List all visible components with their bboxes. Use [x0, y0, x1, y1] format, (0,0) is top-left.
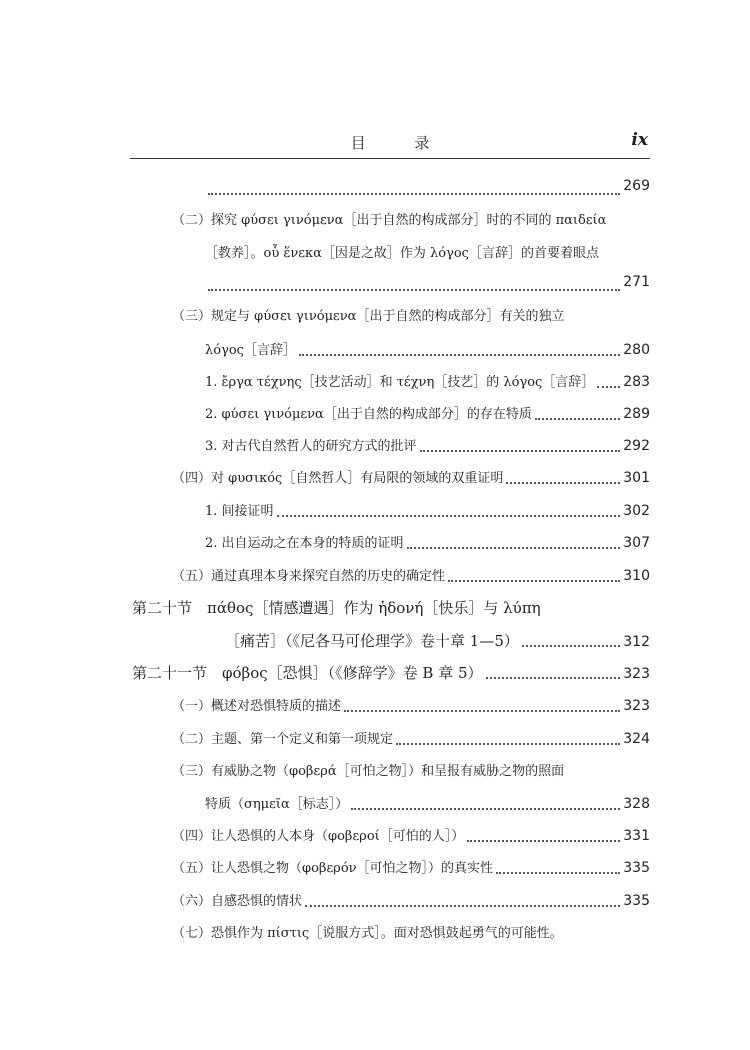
toc-entry — [205, 274, 650, 298]
toc-entry: （三）有威胁之物（φοβερά［可怕之物］）和呈报有威胁之物的照面 — [172, 764, 565, 779]
page-number: 335 — [623, 860, 650, 876]
toc-section-entry: ［痛苦］（《尼各马可伦理学》卷十章 1—5） 312 — [225, 632, 650, 650]
toc-entry: （四）对 φυσικός［自然哲人］有局限的领域的双重证明 301 — [172, 470, 650, 486]
page-number: 310 — [623, 568, 650, 584]
dot-leader — [208, 193, 620, 195]
page-number: 271 — [623, 274, 650, 290]
toc-entry: 2. φύσει γινόμενα［出于自然的构成部分］的存在特质 289 — [205, 406, 650, 422]
page-number: 283 — [623, 374, 650, 390]
dot-leader — [486, 677, 621, 679]
toc-entry: （六）自感恐惧的情状 335 — [172, 893, 650, 909]
dot-leader — [448, 580, 620, 582]
page-number: 324 — [623, 731, 650, 747]
page-number: 289 — [623, 406, 650, 422]
page-number: 312 — [623, 634, 650, 650]
dot-leader — [299, 354, 620, 356]
dot-leader — [496, 872, 620, 874]
toc-entry: 特质（σημεῖα［标志］） 328 — [205, 796, 650, 812]
toc-section-entry: 第二十节 πάθος［情感遭遇］作为 ἡδονή［快乐］与 λύπη — [132, 599, 541, 617]
dot-leader — [522, 645, 620, 647]
page-number: 323 — [623, 698, 650, 714]
dot-leader — [506, 482, 620, 484]
toc-entry: （二）主题、第一个定义和第一项规定 324 — [172, 731, 650, 747]
dot-leader — [407, 547, 621, 549]
page-number: 301 — [623, 470, 650, 486]
header-page-number: ix — [631, 130, 648, 150]
page-number: 335 — [623, 893, 650, 909]
dot-leader — [305, 905, 620, 907]
page-number: 331 — [623, 828, 650, 844]
dot-leader — [467, 840, 620, 842]
toc-entry: （七）恐惧作为 πίστις［说服方式］。面对恐惧鼓起勇气的可能性。 — [172, 926, 563, 941]
dot-leader — [420, 450, 621, 452]
toc-entry: （四）让人恐惧的人本身（φοβεροί［可怕的人］） 331 — [172, 828, 650, 844]
toc-entry: 1. ἔργα τέχνης［技艺活动］和 τέχνη［技艺］的 λόγος［言辞］ 283 — [205, 374, 650, 390]
page-number: 307 — [623, 535, 650, 551]
dot-leader — [351, 808, 620, 810]
dot-leader — [597, 386, 620, 388]
toc-entry: （五）让人恐惧之物（φοβερόν［可怕之物］）的真实性 335 — [172, 860, 650, 876]
toc-section-entry: 第二十一节 φόβος［恐惧］（《修辞学》卷 B 章 5） 323 — [132, 664, 650, 682]
page-number: 328 — [623, 796, 650, 812]
toc-entry — [205, 178, 650, 202]
page-number: 302 — [623, 503, 650, 519]
toc-entry: （五）通过真理本身来探究自然的历史的确定性 310 — [172, 568, 650, 584]
page-number: 323 — [623, 666, 650, 682]
dot-leader — [277, 515, 621, 517]
toc-entry: 1. 间接证明 302 — [205, 503, 650, 519]
dot-leader — [535, 418, 620, 420]
dot-leader — [208, 289, 620, 291]
toc-entry: ［教养］。οὗ ἕνεκα［因是之故］作为 λόγος［言辞］的首要着眼点 — [205, 246, 599, 261]
page-number: 269 — [623, 178, 650, 194]
toc-entry: 2. 出自运动之在本身的特质的证明 307 — [205, 535, 650, 551]
toc-entry: 3. 对古代自然哲人的研究方式的批评 292 — [205, 438, 650, 454]
toc-entry: （二）探究 φύσει γινόμενα［出于自然的构成部分］时的不同的 παιδεία — [172, 213, 607, 228]
toc-entry: λόγος［言辞］ 280 — [205, 342, 650, 358]
dot-leader — [396, 743, 620, 745]
page-number: 280 — [623, 342, 650, 358]
header-title: 目 录 — [350, 134, 452, 152]
toc-entry: （一）概述对恐惧特质的描述 323 — [172, 698, 650, 714]
toc-entry: （三）规定与 φύσει γινόμενα［出于自然的构成部分］有关的独立 — [172, 309, 565, 324]
page-number: 292 — [623, 438, 650, 454]
dot-leader — [344, 710, 620, 712]
